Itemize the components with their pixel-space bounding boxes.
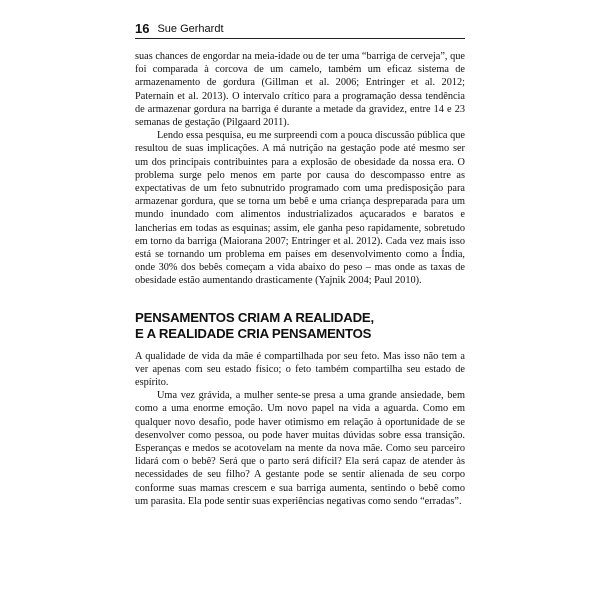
paragraph-continued: suas chances de engordar na meia-idade ou de ter uma “barriga de cerveja”, que foi comparada à corcova de um camelo, também um eficaz sistema de armazenamento de gordura (Gillman et al. 2006; Entringer et al. 2012; Paternain et al. 2013). O intervalo crítico para a programação dessa tendência de armazenar gordura na barriga é durante a metade da gravidez, entre 14 e 23 semanas de gestação (Pilgaard 2011). — [135, 51, 465, 129]
paragraph-first: A qualidade de vida da mãe é compartilhada por seu feto. Mas isso não tem a ver apenas com seu estado físico; o feto também compartilha seu estado de espírito. — [135, 350, 465, 389]
paragraph: Uma vez grávida, a mulher sente-se presa a uma grande ansiedade, bem como a uma enorme emoção. Um novo papel na vida a aguarda. Como em qualquer novo desafio, pode haver otimismo em relação à oportunidade de se desenvolver como pessoa, ou pode haver muitas dúvidas sobre essa transição. Esperanças e medos se acotovelam na mente da nova mãe. Como seu parceiro lidará com o bebê? Será que o parto será difícil? Ela será capaz de atender às necessidades de seu filho? A gestante pode se sentir alienada de seu corpo conforme suas mamas crescem e sua barriga aumenta, sentindo o bebê como um parasita. Ela pode sentir suas experiências negativas como sendo “erradas”. — [135, 390, 465, 507]
paragraph: Lendo essa pesquisa, eu me surpreendi com a pouca discussão pública que resultou de suas implicações. A má nutrição na gestação pode até mesmo ser um dos principais contribuintes para a explosão de obesidade da nossa era. O problema surge pelo menos em parte por causa do descompasso entre as expectativas de um feto subnutrido programado com uma predisposição para armazenar gordura, que se torna um bebê e uma criança despreparada para um mundo inundado com alimentos industrializados açucarados e baratos e lancherias em todas as esquinas; assim, ele ganha peso rapidamente, sobretudo em torno da barriga (Maiorana 2007; Entringer et al. 2012). Cada vez mais isso está se tornando um problema em países em desenvolvimento como a Índia, onde 30% dos bebês começam a vida abaixo do peso – mas onde as taxas de obesidade estão aumentando drasticamente (Yajnik 2004; Paul 2010). — [135, 130, 465, 287]
running-head-author: Sue Gerhardt — [157, 23, 224, 35]
page-number: 16 — [135, 21, 150, 36]
running-head — [135, 18, 465, 39]
section-heading-line-2: E A REALIDADE CRIA PENSAMENTOS — [135, 325, 372, 341]
section-heading — [135, 310, 465, 342]
body-text — [135, 50, 465, 508]
section-heading-line-1: PENSAMENTOS CRIAM A REALIDADE, — [135, 309, 374, 325]
